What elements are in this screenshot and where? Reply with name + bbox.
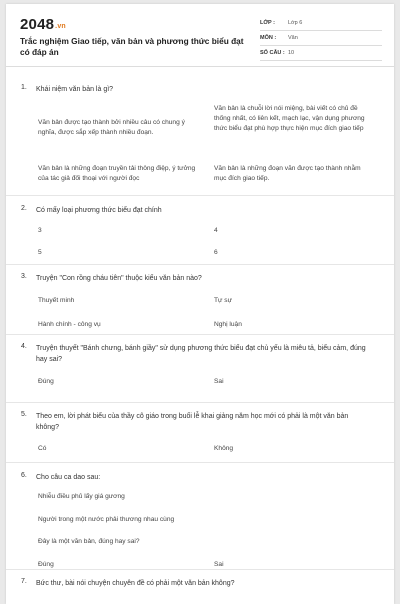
question-text: Bức thư, bài nói chuyện chuyên đề có phải một văn bản không? — [36, 580, 235, 587]
answer-option-c[interactable]: 5 — [38, 249, 42, 256]
answer-option-b[interactable]: Không — [214, 445, 234, 452]
meta-label: MÔN : — [260, 35, 277, 41]
answer-option-c[interactable]: Văn bản là những đoạn truyền tải thông điệp, ý tưởng của tác giả đối thoại với người đọc — [38, 165, 196, 182]
question-number: 3. — [21, 273, 27, 280]
answer-option-d[interactable]: Văn bản là những đoạn văn được tạo thành nhằm mục đích giao tiếp. — [214, 165, 361, 182]
question-number: 1. — [21, 84, 27, 91]
answer-option-d[interactable]: Nghị luận — [214, 321, 242, 328]
site-logo[interactable] — [20, 16, 66, 33]
logo-text: 2048 — [20, 16, 55, 33]
meta-row-count — [260, 46, 382, 61]
answer-option-b[interactable]: Sai — [214, 378, 224, 385]
answer-option-a[interactable]: Có — [38, 445, 47, 452]
meta-label: LỚP : — [260, 20, 275, 26]
header-divider — [6, 66, 394, 67]
document-page — [6, 4, 394, 604]
question-text: Khái niệm văn bản là gì? — [36, 86, 114, 93]
logo-suffix: .vn — [55, 23, 66, 30]
question-divider — [6, 264, 394, 265]
meta-label: SỐ CÂU : — [260, 50, 285, 56]
question-number: 6. — [21, 472, 27, 479]
verse-line-1: Nhiễu điều phủ lấy giá gương — [38, 493, 125, 500]
question-text: Truyện thuyết "Bánh chưng, bánh giầy" sử dụng phương thức biểu đạt chủ yếu là miêu tả, biểu cảm, đúng hay sai? — [36, 345, 366, 363]
question-divider — [6, 462, 394, 463]
answer-option-a[interactable]: Văn bản được tạo thành bởi nhiều câu có chung ý nghĩa, được sắp xếp thành nhiều đoạn. — [38, 119, 185, 136]
answer-option-a[interactable]: Đúng — [38, 378, 54, 385]
question-divider — [6, 195, 394, 196]
meta-row-class — [260, 16, 382, 31]
answer-option-a[interactable]: Thuyết minh — [38, 297, 75, 304]
meta-row-subject — [260, 31, 382, 46]
answer-option-d[interactable]: 6 — [214, 249, 218, 256]
verse-line-2: Người trong một nước phải thương nhau cùng — [38, 516, 175, 523]
question-text: Có mấy loại phương thức biểu đạt chính — [36, 207, 162, 214]
question-text: Theo em, lời phát biểu của thầy cô giáo trong buổi lễ khai giảng năm học mới có phải là một văn bản không? — [36, 413, 349, 431]
header — [20, 14, 382, 68]
meta-value: Lớp 6 — [288, 20, 303, 26]
question-number: 2. — [21, 205, 27, 212]
question-divider — [6, 569, 394, 570]
answer-option-b[interactable]: Tự sự — [214, 297, 232, 304]
question-number: 5. — [21, 411, 27, 418]
meta-value: 10 — [288, 50, 295, 56]
page-title: Trắc nghiệm Giao tiếp, văn bản và phương thức biểu đạt có đáp án — [20, 36, 244, 57]
question-divider — [6, 402, 394, 403]
question-divider — [6, 334, 394, 335]
question-text: Cho câu ca dao sau: — [36, 474, 101, 481]
answer-option-c[interactable]: Hành chính - công vụ — [38, 321, 101, 328]
answer-option-a[interactable]: Đúng — [38, 561, 54, 568]
question-number: 4. — [21, 343, 27, 350]
question-prompt: Đây là một văn bản, đúng hay sai? — [38, 538, 140, 545]
question-number: 7. — [21, 578, 27, 585]
meta-value: Văn — [288, 35, 298, 41]
question-text: Truyện "Con rồng cháu tiên" thuộc kiểu văn bản nào? — [36, 275, 202, 282]
meta-table — [260, 16, 382, 61]
answer-option-b[interactable]: Văn bản là chuỗi lời nói miệng, bài viết có chủ đề thống nhất, có liên kết, mạch lạc, vận dụng phương thức biểu đạt phù hợp thực hiện mục đích giao tiếp — [214, 105, 365, 132]
answer-option-a[interactable]: 3 — [38, 227, 42, 234]
answer-option-b[interactable]: 4 — [214, 227, 218, 234]
answer-option-b[interactable]: Sai — [214, 561, 224, 568]
